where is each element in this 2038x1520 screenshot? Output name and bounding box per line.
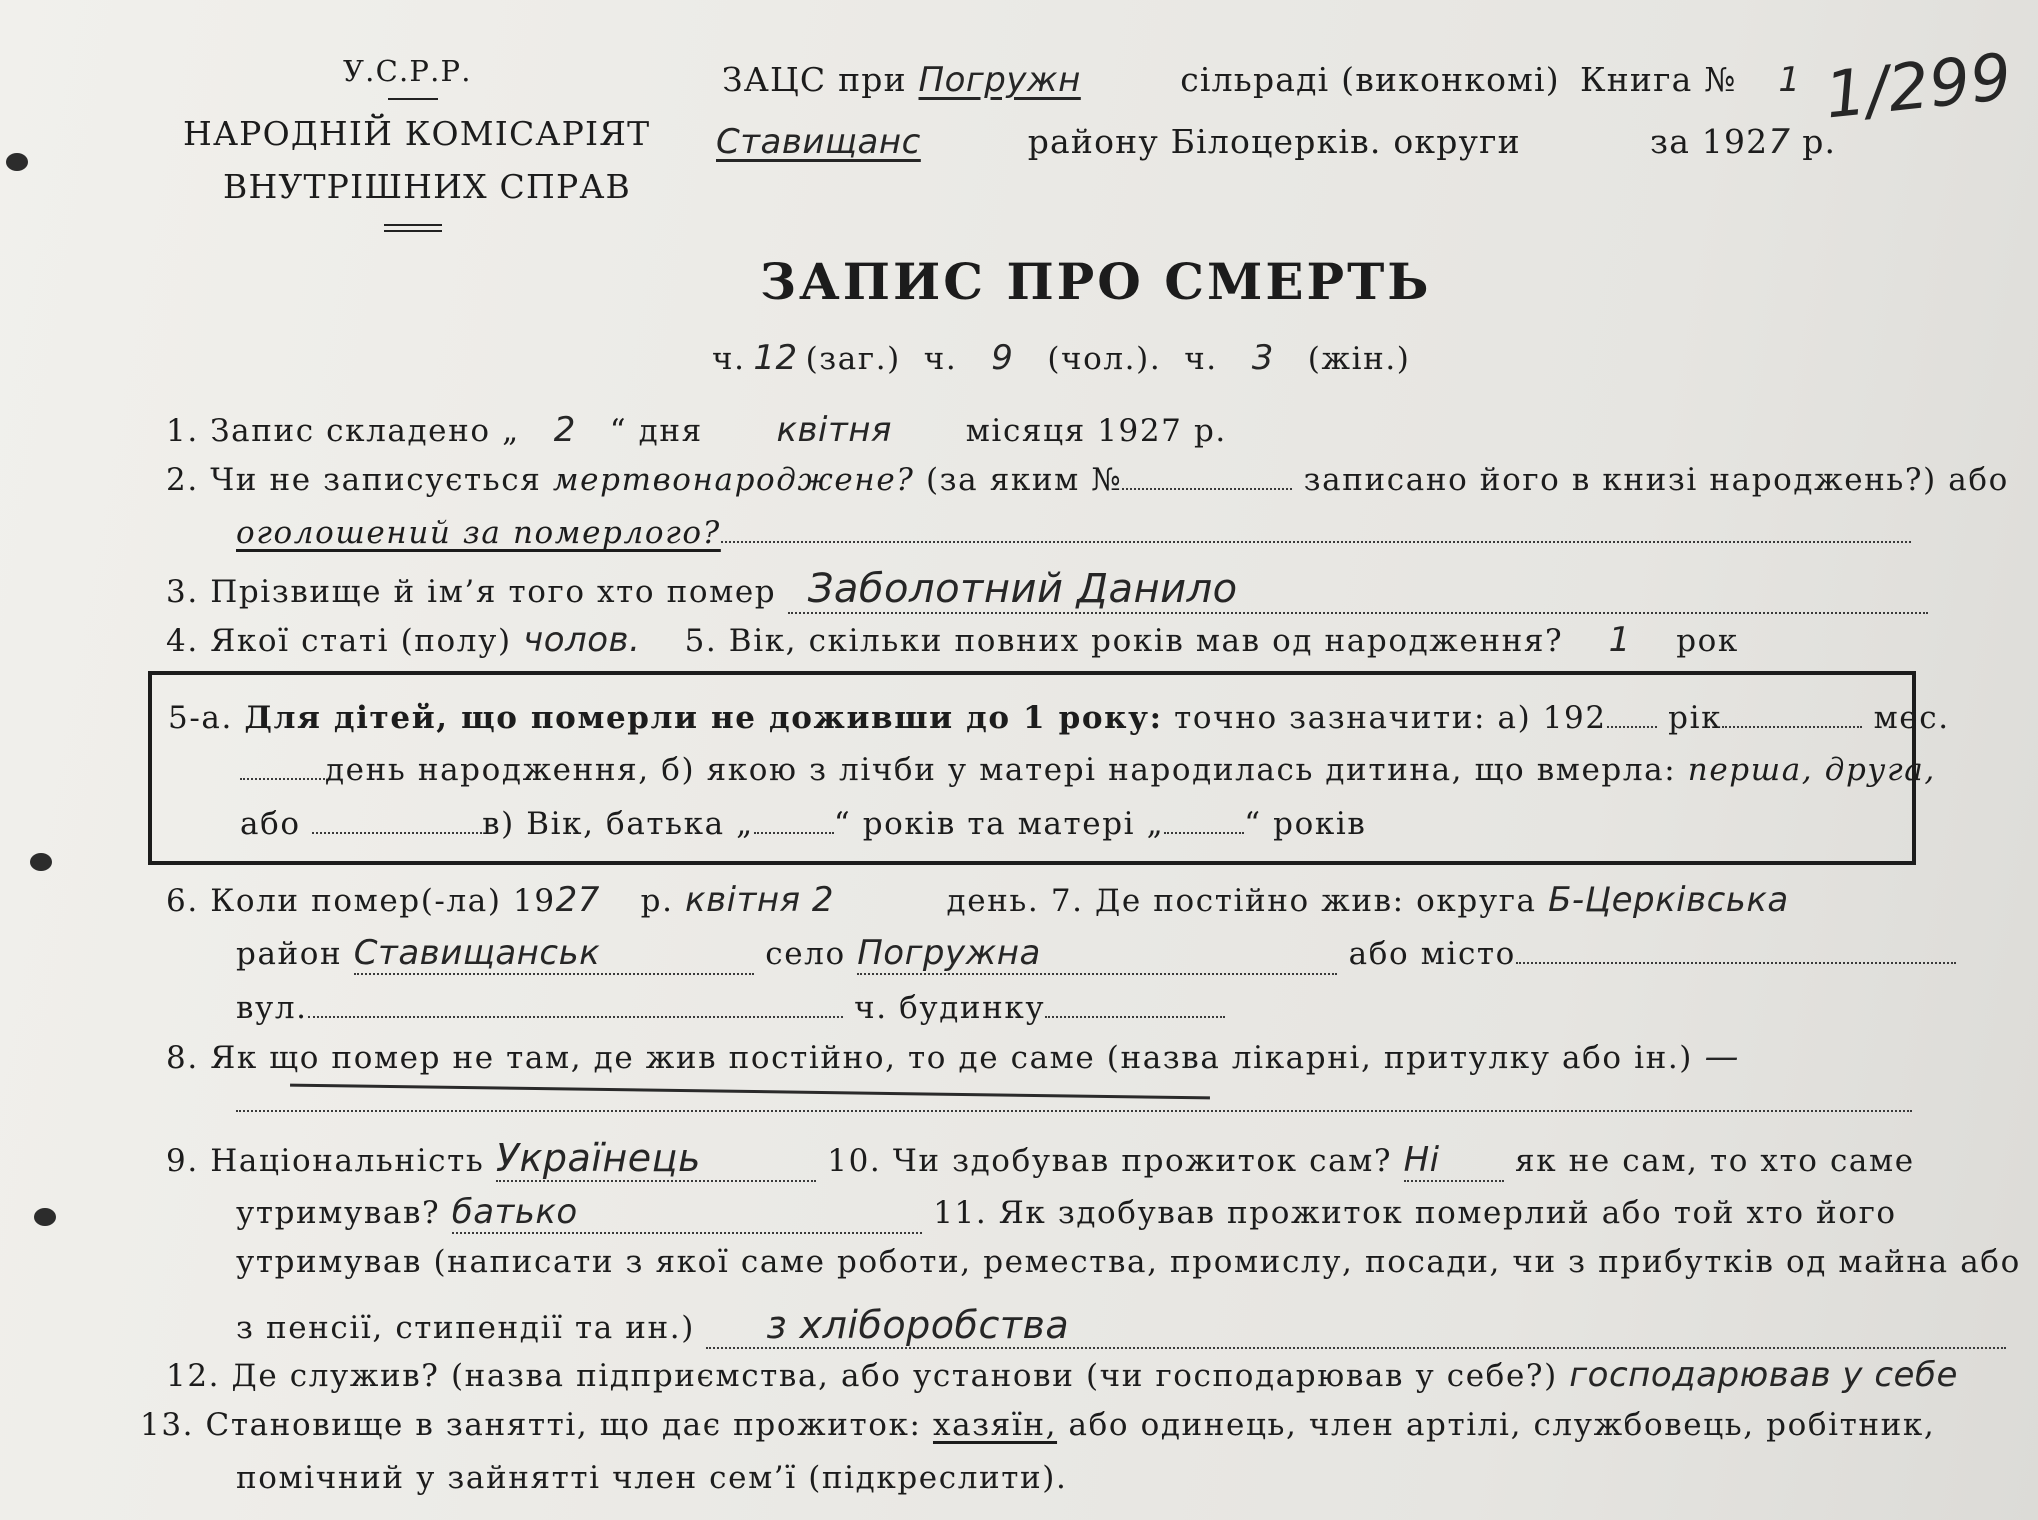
- field-4-label: 4. Якої статі (полу): [166, 623, 512, 659]
- field-3-label: 3. Прізвище й ім’я того хто помер: [166, 574, 777, 610]
- field-5-label: 5. Вік, скільки повних років мав од народження?: [684, 623, 1564, 659]
- field-13: [140, 1407, 1935, 1443]
- field-2-stillborn: мертвонароджене?: [552, 462, 915, 498]
- header-commissariat-line2: ВНУТРІШНИХ СПРАВ: [223, 167, 631, 206]
- corner-archive-note: 1/299: [1821, 40, 2016, 134]
- field-8-dash-stroke: [290, 1084, 1210, 1100]
- count-total: 12: [753, 338, 798, 378]
- field-5a-text1: точно зазначити: а) 192: [1174, 700, 1607, 736]
- field-2-mid: (за яким №: [925, 462, 1123, 498]
- field-12-label: 12. Де служив? (назва підприємства, або установи (чи господарював у себе?): [166, 1358, 1558, 1394]
- field-7-street-label: вул.: [236, 990, 308, 1026]
- field-1-day: 2: [553, 410, 576, 450]
- field-3-name: Заболотний Данило: [788, 566, 1928, 614]
- field-8-label: 8. Як що помер не там, де жив постійно, то де саме (назва лікарні, притулку або ін.): [166, 1040, 1693, 1076]
- field-10-label: 10. Чи здобував прожиток сам?: [827, 1143, 1393, 1179]
- field-6-year: 27: [555, 880, 600, 920]
- field-1-label: 1. Запис складено „: [166, 413, 520, 449]
- field-5a-line1: [168, 700, 1950, 736]
- field-13-label: 13. Становище в занятті, що дає прожиток:: [140, 1407, 922, 1443]
- year-suffix: р.: [1802, 122, 1837, 161]
- field-13-line2: помічний у зайнятті член сем’ї (підкреслити).: [236, 1460, 1068, 1496]
- header-zags-line: [722, 60, 1560, 100]
- field-12-value: господарював у себе: [1569, 1355, 1958, 1395]
- punch-hole: [30, 853, 52, 871]
- header-district-line: [716, 122, 1521, 162]
- count-prefix: ч.: [1184, 341, 1218, 377]
- field-2-declared-line: [721, 541, 1911, 543]
- field-10-support-value: батько: [452, 1192, 922, 1234]
- field-7-misto-label: або місто: [1348, 936, 1516, 972]
- field-2-line2: [236, 515, 1911, 551]
- count-total-label: (заг.): [805, 341, 901, 377]
- field-6-date: квітня 2: [685, 880, 834, 920]
- field-10-suffix: як не сам, то хто саме: [1515, 1143, 1915, 1179]
- field-5a-month-line: [1722, 726, 1862, 728]
- field-9-label: 9. Національність: [166, 1143, 485, 1179]
- header-republic: У.С.Р.Р.: [343, 54, 472, 88]
- field-5a-order-line: [312, 832, 482, 834]
- year-prefix: за 192: [1650, 122, 1769, 161]
- field-5a-year-line: [1607, 726, 1657, 728]
- field-7-misto-line: [1516, 962, 1956, 964]
- field-5a-line3: [240, 806, 1366, 842]
- field-8-line2: [236, 1110, 1912, 1112]
- record-counts: [712, 338, 1411, 378]
- district-suffix: району Білоцерків. округи: [1027, 122, 1521, 161]
- field-11-line3-label: з пенсії, стипендії та ин.): [236, 1310, 695, 1346]
- field-5a-day-line: [240, 778, 325, 780]
- field-2-suffix: записано його в книзі народжень?) або: [1303, 462, 2009, 498]
- field-1: [166, 410, 1227, 450]
- count-prefix: ч.: [712, 341, 746, 377]
- field-1-month: квітня: [776, 410, 892, 450]
- field-6-day: день.: [946, 883, 1040, 919]
- field-7-rayon: Ставищанськ: [354, 933, 754, 975]
- page-title: ЗАПИС ПРО СМЕРТЬ: [760, 252, 1432, 311]
- count-male: 9: [991, 338, 1014, 378]
- field-5a-bold: Для дітей, що померли не доживши до 1 року:: [244, 700, 1163, 736]
- book-year-line: [1650, 122, 1836, 162]
- field-7-selo-label: село: [765, 936, 846, 972]
- field-5a-abo: або: [240, 806, 301, 842]
- district-handwritten: Ставищанс: [716, 122, 921, 162]
- field-11-line3: [236, 1303, 2006, 1349]
- field-7-line3: [236, 990, 1225, 1026]
- field-5a-line2: [240, 752, 1936, 788]
- field-7-okruga: Б-Церківська: [1548, 880, 1789, 920]
- field-5a-q1: “ років та матері „: [833, 806, 1165, 842]
- field-5a-text2: день народження, б) якою з лічби у матері народилась дитина, що вмерла:: [325, 752, 1677, 788]
- field-5a-q2: “ років: [1244, 806, 1367, 842]
- field-10-support-label: утримував?: [236, 1195, 441, 1231]
- field-7-selo: Погружна: [857, 933, 1337, 975]
- field-5a-rik: рік: [1668, 700, 1723, 736]
- header-rule: [388, 98, 438, 100]
- field-2-label: 2. Чи не записується: [166, 462, 542, 498]
- field-7-street-line: [308, 1016, 843, 1018]
- field-13-owner-underlined: хазяїн,: [932, 1407, 1058, 1443]
- zags-prefix: ЗАЦС при: [722, 60, 907, 99]
- field-5a-mes: мес.: [1873, 700, 1950, 736]
- field-6-7: [166, 880, 1908, 920]
- field-2: [166, 462, 2009, 498]
- field-5-unit: рок: [1676, 623, 1739, 659]
- book-number: 1: [1778, 60, 1801, 100]
- field-5a-second: друга,: [1824, 752, 1936, 788]
- field-1-suffix: місяця 1927 р.: [965, 413, 1227, 449]
- header-double-rule: [384, 224, 442, 232]
- field-5a-first: перша,: [1687, 752, 1814, 788]
- field-6-label: 6. Коли помер(-ла) 19: [166, 883, 556, 919]
- field-5a-father-line: [754, 832, 834, 834]
- field-11-label: 11. Як здобував прожиток померлий або той хто його: [933, 1195, 1897, 1231]
- field-9-value: Українець: [496, 1136, 816, 1182]
- book-number-line: [1580, 60, 1800, 100]
- field-4-sex: чолов.: [523, 620, 641, 660]
- field-7-house-label: ч. будинку: [854, 990, 1046, 1026]
- field-9-10: [166, 1136, 1915, 1182]
- field-7-rayon-label: район: [236, 936, 343, 972]
- count-prefix: ч.: [923, 341, 958, 377]
- field-8: [166, 1037, 1864, 1077]
- field-5a-text3: в) Вік, батька „: [482, 806, 754, 842]
- punch-hole: [34, 1208, 56, 1226]
- count-male-label: (чол.).: [1047, 341, 1162, 377]
- village-handwritten: Погружн: [918, 60, 1081, 100]
- field-13-rest: або одинець, член артілі, службовець, робітник,: [1068, 1407, 1936, 1443]
- field-7-label: 7. Де постійно жив: округа: [1050, 883, 1537, 919]
- count-female-label: (жін.): [1307, 341, 1411, 377]
- field-10-value: Ні: [1404, 1140, 1504, 1182]
- field-2-declared: оголошений за померлого?: [236, 515, 721, 551]
- field-3: [166, 566, 1928, 614]
- header-commissariat-line1: НАРОДНІЙ КОМІСАРІЯТ: [183, 114, 651, 153]
- field-1-mid: “ дня: [609, 413, 703, 449]
- field-8-value: —: [1704, 1037, 1739, 1077]
- field-11-value: з хліборобства: [706, 1303, 2006, 1349]
- punch-hole: [6, 153, 28, 171]
- field-6-r: р.: [640, 883, 674, 919]
- year-digit: 7: [1768, 122, 1791, 162]
- field-11-line2: утримував (написати з якої саме роботи, ремества, промислу, посади, чи з прибутків од майна або: [236, 1244, 2021, 1280]
- zags-suffix: сільраді (виконкомі): [1180, 60, 1560, 99]
- count-female: 3: [1251, 338, 1274, 378]
- field-7-line2: [236, 933, 1956, 975]
- field-7-house-line: [1045, 1016, 1225, 1018]
- field-10-line2: [236, 1192, 1897, 1234]
- field-4-5: [166, 620, 1739, 660]
- field-5a-label: 5-а.: [168, 700, 233, 736]
- book-label: Книга №: [1580, 60, 1737, 99]
- field-5a-mother-line: [1164, 832, 1244, 834]
- field-5-age: 1: [1608, 620, 1631, 660]
- field-2-number-line: [1122, 488, 1292, 490]
- field-12: [166, 1355, 2009, 1395]
